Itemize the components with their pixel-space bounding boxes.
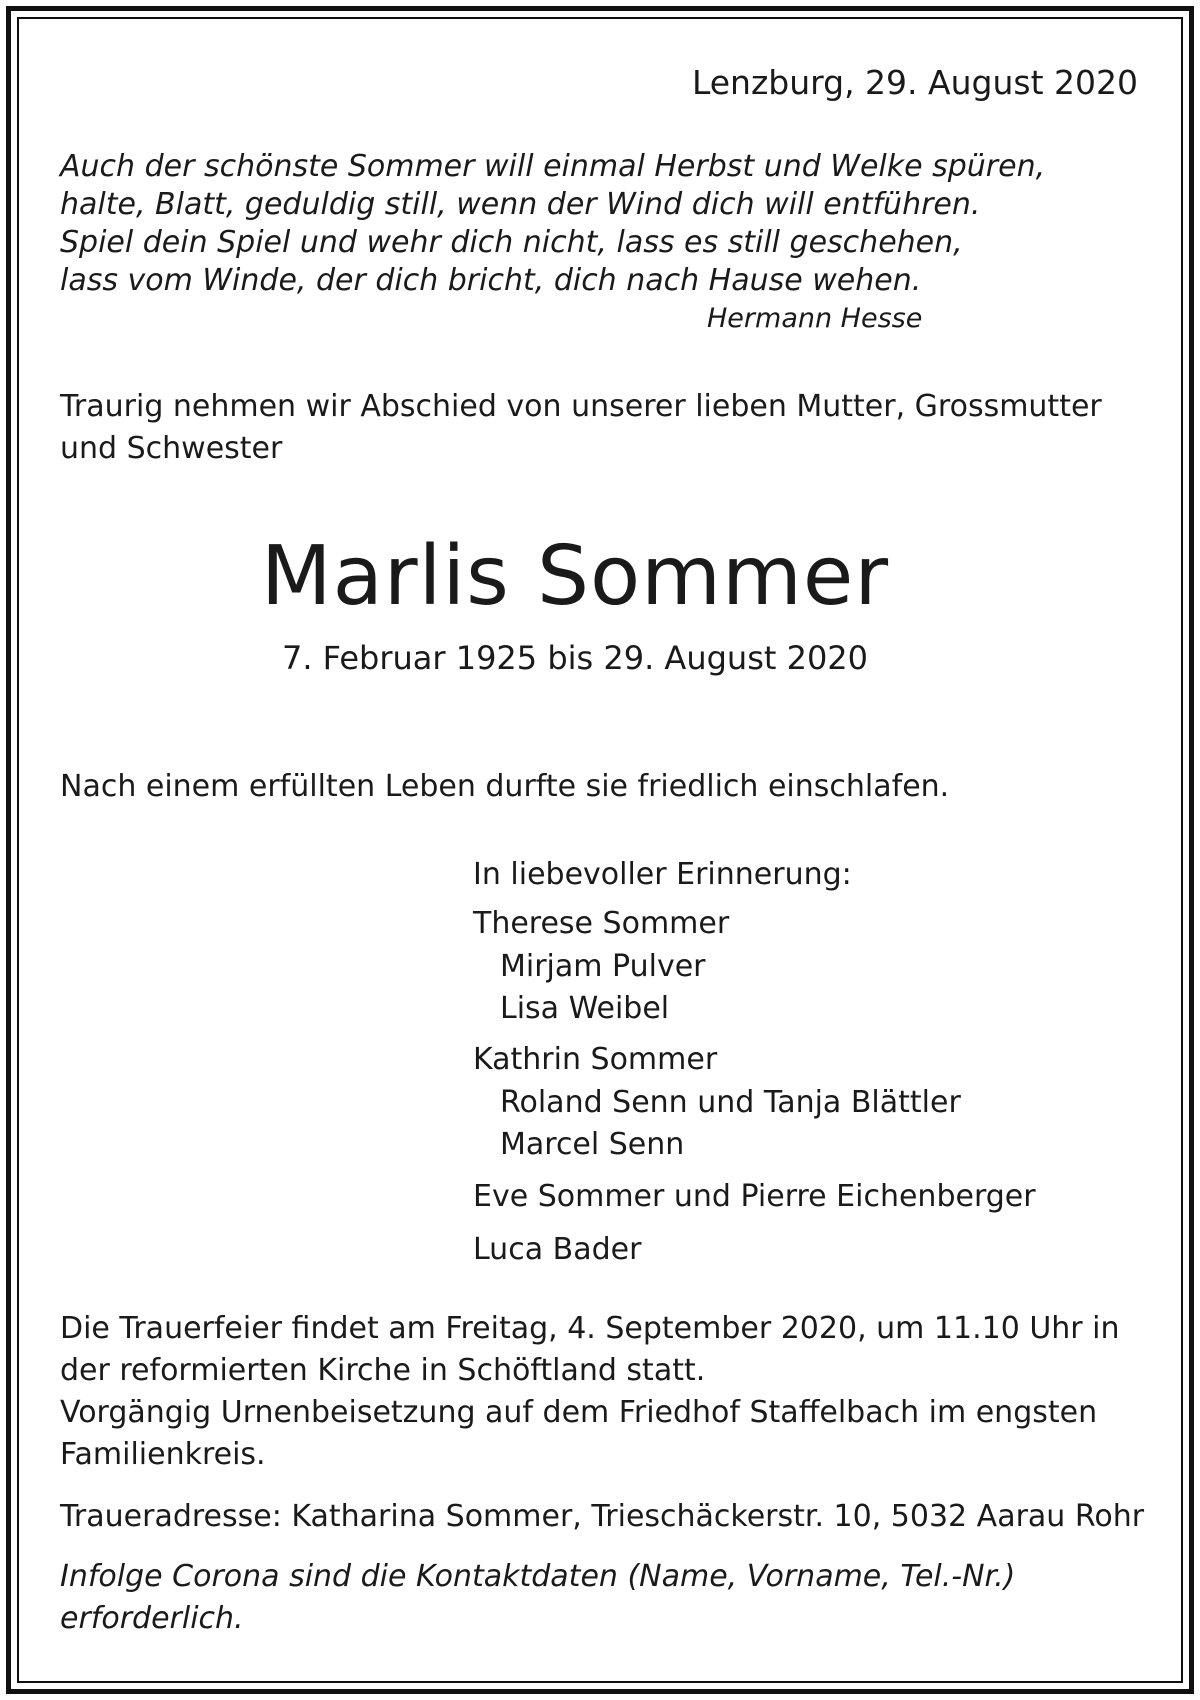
service-line: Vorgängig Urnenbeisetzung auf dem Friedhof Staffelbach im engsten xyxy=(60,1395,1098,1430)
poem-line: Auch der schönste Sommer will einmal Herbst und Welke spüren, xyxy=(60,149,1046,184)
corona-note-line: erforderlich. xyxy=(60,1601,244,1636)
notice-date: Lenzburg, 29. August 2020 xyxy=(691,63,1138,102)
mourning-address: Traueradresse: Katharina Sommer, Trieschäckerstr. 10, 5032 Aarau Rohr xyxy=(60,1499,1145,1534)
deceased-lifespan: 7. Februar 1925 bis 29. August 2020 xyxy=(281,639,869,677)
mourner-name: Mirjam Pulver xyxy=(500,949,706,984)
poem-author: Hermann Hesse xyxy=(707,303,923,334)
peace-text: Nach einem erfüllten Leben durfte sie friedlich einschlafen. xyxy=(60,769,950,804)
deceased-name: Marlis Sommer xyxy=(260,529,890,624)
mourner-name: Roland Senn und Tanja Blättler xyxy=(500,1085,961,1120)
corona-note-line: Infolge Corona sind die Kontaktdaten (Name, Vorname, Tel.-Nr.) xyxy=(60,1559,1016,1594)
mourners-heading: In liebevoller Erinnerung: xyxy=(473,857,852,892)
service-line: Familienkreis. xyxy=(60,1437,266,1472)
intro-line: und Schwester xyxy=(60,431,283,466)
mourner-name: Kathrin Sommer xyxy=(473,1042,718,1077)
mourner-name: Therese Sommer xyxy=(473,906,730,941)
mourner-name: Marcel Senn xyxy=(500,1127,685,1162)
intro-line: Traurig nehmen wir Abschied von unserer lieben Mutter, Grossmutter xyxy=(60,389,1102,424)
mourner-name: Eve Sommer und Pierre Eichenberger xyxy=(473,1179,1036,1214)
poem-line: Spiel dein Spiel und wehr dich nicht, lass es still geschehen, xyxy=(60,225,963,260)
poem-line: halte, Blatt, geduldig still, wenn der Wind dich will entführen. xyxy=(60,187,981,222)
service-line: der reformierten Kirche in Schöftland statt. xyxy=(60,1353,706,1388)
service-line: Die Trauerfeier findet am Freitag, 4. September 2020, um 11.10 Uhr in xyxy=(60,1311,1120,1346)
mourner-name: Lisa Weibel xyxy=(500,991,670,1026)
mourner-name: Luca Bader xyxy=(473,1232,642,1267)
poem-line: lass vom Winde, der dich bricht, dich nach Hause wehen. xyxy=(60,263,922,298)
